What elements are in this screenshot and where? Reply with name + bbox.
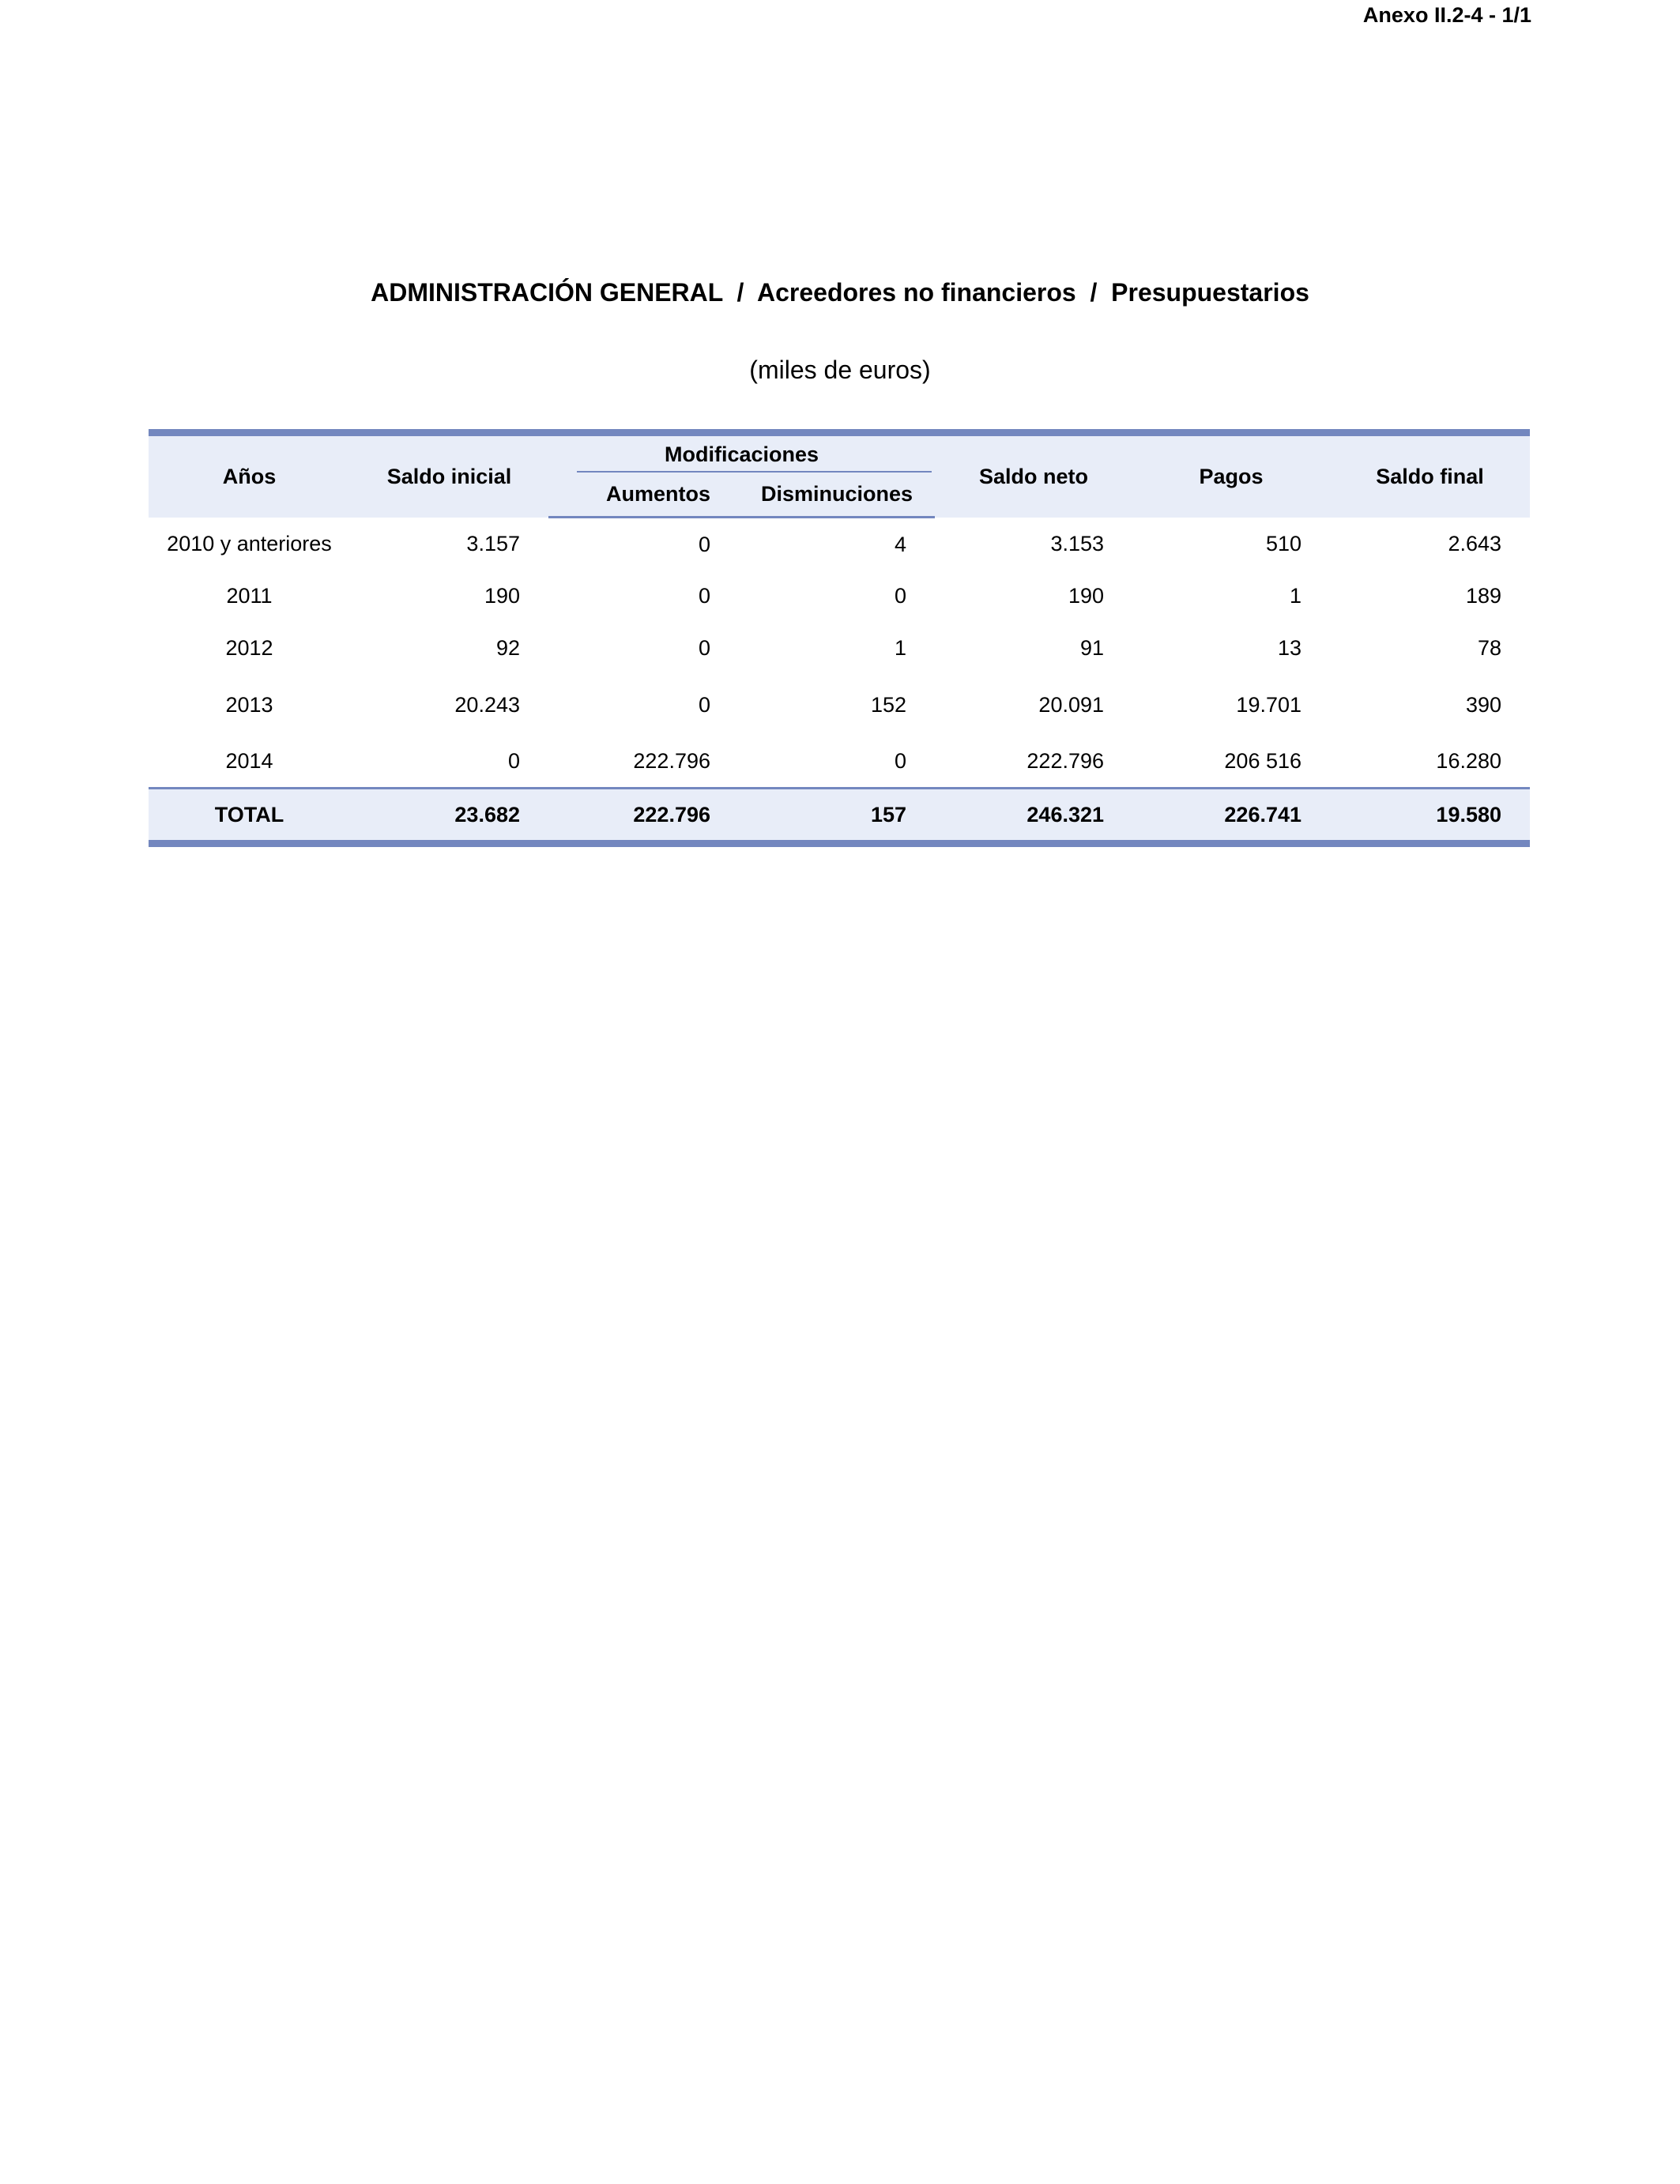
cell-saldo-neto: 20.091 <box>1038 692 1105 717</box>
table-row <box>149 518 1530 571</box>
cell-saldo-inicial: 92 <box>495 635 520 660</box>
total-saldo-final: 19.580 <box>1330 789 1530 844</box>
cell-saldo-final: 390 <box>1465 692 1502 717</box>
cell-saldo-final: 189 <box>1465 583 1502 608</box>
table-row <box>149 675 1530 735</box>
cell-year: 2010 y anteriores <box>167 531 332 555</box>
cell-saldo-final: 78 <box>1477 635 1502 660</box>
header-disminuciones: Disminuciones <box>739 473 935 518</box>
table-row <box>149 735 1530 789</box>
cell-aumentos: 222.796 <box>633 748 710 773</box>
total-row <box>149 789 1530 844</box>
cell-aumentos: 0 <box>698 532 710 556</box>
cell-pagos: 19.701 <box>1236 692 1302 717</box>
header-modificaciones: Modificaciones <box>548 433 935 473</box>
cell-pagos: 510 <box>1265 531 1302 555</box>
cell-year: 2012 <box>225 635 273 660</box>
creditors-table-container <box>149 429 1530 847</box>
cell-aumentos: 0 <box>698 635 710 660</box>
total-pagos: 226.741 <box>1132 789 1330 844</box>
annex-reference: Anexo II.2-4 - 1/1 <box>1362 3 1531 27</box>
cell-saldo-inicial: 0 <box>507 748 520 773</box>
cell-aumentos: 0 <box>698 692 710 717</box>
header-years: Años <box>149 433 350 518</box>
header-saldo-final: Saldo final <box>1330 433 1530 518</box>
cell-saldo-neto: 3.153 <box>1050 531 1105 555</box>
page-title: ADMINISTRACIÓN GENERAL / Acreedores no financieros / Presupuestarios <box>371 278 1309 307</box>
table-row <box>149 621 1530 675</box>
cell-disminuciones: 1 <box>894 635 907 660</box>
cell-saldo-neto: 91 <box>1079 635 1105 660</box>
header-saldo-inicial: Saldo inicial <box>350 433 548 518</box>
cell-saldo-final: 2.643 <box>1448 531 1502 555</box>
cell-year: 2014 <box>225 748 273 773</box>
table-body <box>149 518 1530 789</box>
table-row <box>149 570 1530 621</box>
cell-disminuciones: 0 <box>894 748 907 773</box>
cell-disminuciones: 0 <box>894 583 907 608</box>
cell-saldo-inicial: 20.243 <box>454 692 520 717</box>
cell-saldo-neto: 222.796 <box>1026 748 1105 773</box>
header-saldo-neto: Saldo neto <box>935 433 1132 518</box>
cell-saldo-inicial: 3.157 <box>466 531 520 555</box>
cell-pagos: 206 516 <box>1224 748 1302 773</box>
table-total <box>149 789 1530 844</box>
total-aumentos: 222.796 <box>548 789 739 844</box>
cell-pagos: 13 <box>1277 635 1302 660</box>
header-aumentos: Aumentos <box>548 473 739 518</box>
cell-disminuciones: 152 <box>870 692 907 717</box>
total-disminuciones: 157 <box>739 789 935 844</box>
total-saldo-neto: 246.321 <box>935 789 1132 844</box>
cell-pagos: 1 <box>1289 583 1302 608</box>
cell-saldo-inicial: 190 <box>484 583 520 608</box>
cell-year: 2011 <box>226 583 273 608</box>
creditors-table <box>149 429 1530 847</box>
total-label: TOTAL <box>149 789 350 844</box>
table-header <box>149 433 1530 518</box>
header-pagos: Pagos <box>1132 433 1330 518</box>
cell-aumentos: 0 <box>698 583 710 608</box>
cell-saldo-final: 16.280 <box>1436 748 1502 773</box>
total-saldo-inicial: 23.682 <box>350 789 548 844</box>
page-subtitle: (miles de euros) <box>749 356 931 384</box>
cell-saldo-neto: 190 <box>1068 583 1105 608</box>
cell-year: 2013 <box>225 692 273 717</box>
cell-disminuciones: 4 <box>894 532 907 556</box>
